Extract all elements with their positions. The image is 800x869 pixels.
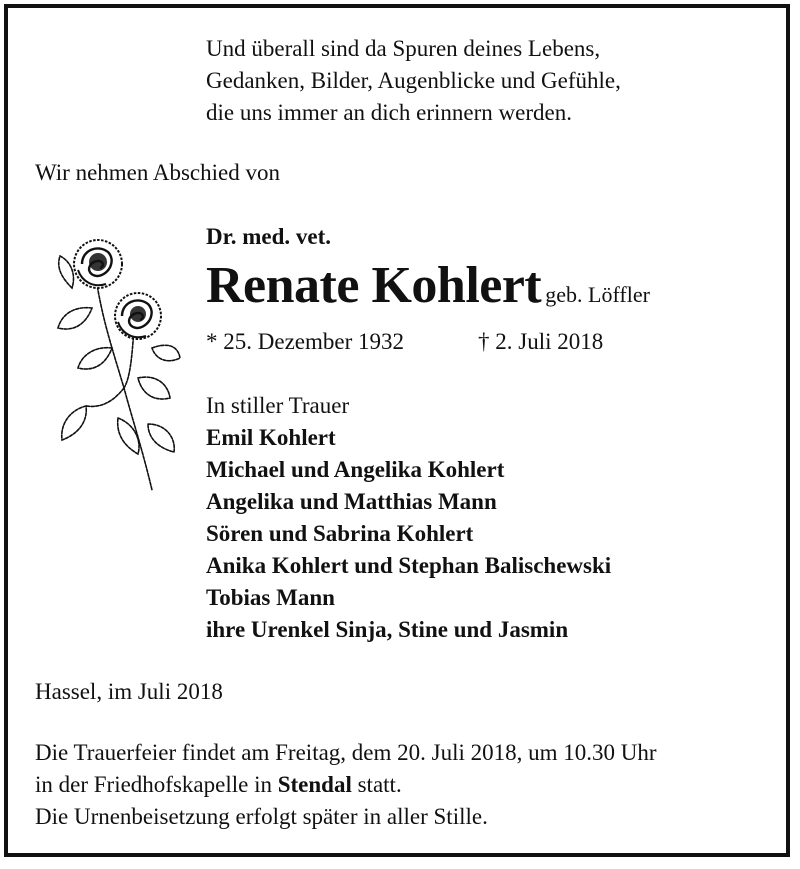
deceased-name-line: [206, 256, 650, 325]
leaf-icon: [59, 256, 74, 288]
death-date: † 2. Juli 2018: [478, 329, 604, 354]
mourner-name: Emil Kohlert: [206, 425, 336, 450]
ceremony-line-1: Die Trauerfeier findet am Freitag, dem 20. Juli 2018, um 10.30 Uhr: [35, 740, 657, 765]
rose-icon: [52, 228, 182, 496]
leaf-icon: [62, 406, 87, 440]
academic-title: Dr. med. vet.: [206, 224, 331, 249]
motto-line-3: die uns immer an dich erinnern werden.: [206, 100, 572, 125]
motto-line-2: Gedanken, Bilder, Augenblicke und Gefühle,: [206, 68, 621, 93]
ceremony-suffix: statt.: [351, 772, 402, 797]
leaf-icon: [138, 377, 170, 399]
ceremony-line-2: [35, 769, 402, 801]
rose-head-bottom-icon: [115, 293, 161, 339]
place-date: Hassel, im Juli 2018: [35, 679, 223, 704]
ceremony-line-3: Die Urnenbeisetzung erfolgt später in aller Stille.: [35, 804, 488, 829]
birth-date: * 25. Dezember 1932: [206, 329, 404, 354]
leaf-icon: [58, 308, 92, 329]
mourner-name: Michael und Angelika Kohlert: [206, 457, 505, 482]
intro-text: Wir nehmen Abschied von: [35, 160, 280, 185]
maiden-name: geb. Löffler: [545, 282, 650, 307]
mourner-name: Angelika und Matthias Mann: [206, 489, 497, 514]
leaf-icon: [152, 345, 180, 361]
mourner-name: Tobias Mann: [206, 585, 335, 610]
leaf-icon: [118, 418, 139, 454]
leaf-icon: [148, 424, 174, 452]
leaf-icon: [78, 348, 112, 369]
motto-line-1: Und überall sind da Spuren deines Lebens,: [206, 36, 601, 61]
ceremony-prefix: in der Friedhofskapelle in: [35, 772, 278, 797]
ceremony-place: Stendal: [277, 772, 352, 797]
mourners-intro: In stiller Trauer: [206, 393, 350, 418]
deceased-name: Renate Kohlert: [206, 257, 542, 314]
mourner-name: Sören und Sabrina Kohlert: [206, 521, 474, 546]
mourner-name: Anika Kohlert und Stephan Balischewski: [206, 553, 612, 578]
rose-head-top-icon: [74, 240, 122, 288]
mourner-name: ihre Urenkel Sinja, Stine und Jasmin: [206, 617, 569, 642]
